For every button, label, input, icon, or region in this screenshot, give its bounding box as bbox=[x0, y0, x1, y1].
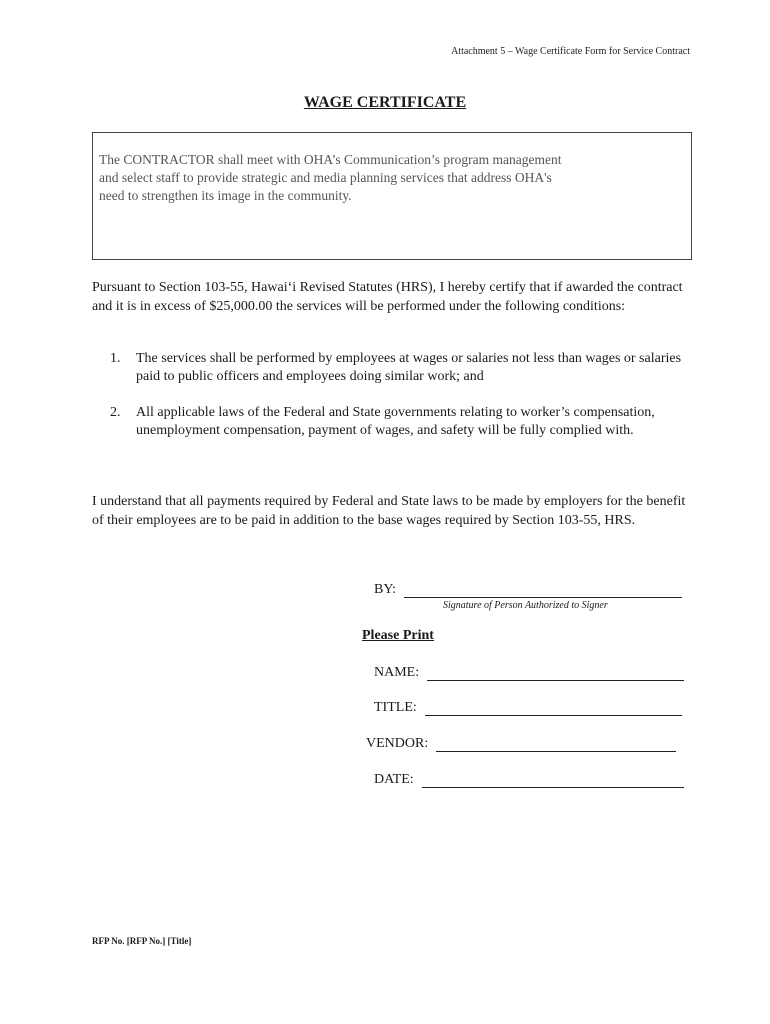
signature-line[interactable] bbox=[404, 583, 682, 598]
conditions-list bbox=[110, 350, 690, 458]
scope-box bbox=[92, 132, 692, 260]
scope-line-2: and select staff to provide strategic and media planning services that address OHA's bbox=[99, 170, 552, 185]
signature-caption: Signature of Person Authorized to Signer bbox=[443, 600, 608, 611]
scope-line-1: The CONTRACTOR shall meet with OHA’s Communication’s program management bbox=[99, 152, 562, 167]
condition-text: All applicable laws of the Federal and State governments relating to worker’s compensation, unemployment compensation, payment of wages, and safety will be fully complied with. bbox=[136, 405, 655, 438]
condition-number: 2. bbox=[110, 405, 121, 420]
title-label: TITLE: bbox=[374, 700, 417, 715]
date-row bbox=[374, 772, 684, 788]
please-print-heading: Please Print bbox=[362, 628, 434, 643]
title-row bbox=[374, 700, 682, 716]
document-title: WAGE CERTIFICATE bbox=[303, 94, 467, 111]
condition-text: The services shall be performed by employees at wages or salaries not less than wages or salaries paid to public officers and employees doing similar work; and bbox=[136, 351, 682, 384]
attachment-note: Attachment 5 – Wage Certificate Form for Service Contract bbox=[451, 46, 690, 57]
vendor-label: VENDOR: bbox=[366, 736, 429, 751]
name-field[interactable] bbox=[427, 666, 684, 681]
condition-item bbox=[110, 350, 690, 386]
condition-item bbox=[110, 404, 690, 440]
title-field[interactable] bbox=[425, 701, 682, 716]
scope-text[interactable] bbox=[99, 151, 639, 205]
by-row bbox=[374, 582, 682, 598]
intro-paragraph: Pursuant to Section 103-55, Hawai‘i Revised Statutes (HRS), I hereby certify that if awarded the contract and it is in excess of $25,000.00 the services will be performed under the following conditions: bbox=[92, 280, 683, 314]
rfp-footer: RFP No. [RFP No.] [Title] bbox=[92, 936, 192, 946]
understand-paragraph: I understand that all payments required by Federal and State laws to be made by employers for the benefit of their employees are to be paid in addition to the base wages required by Section 103-55, HRS. bbox=[92, 494, 686, 528]
date-field[interactable] bbox=[422, 773, 684, 788]
vendor-field[interactable] bbox=[436, 737, 676, 752]
vendor-row bbox=[366, 736, 676, 752]
name-row bbox=[374, 665, 684, 681]
condition-number: 1. bbox=[110, 351, 121, 366]
name-label: NAME: bbox=[374, 665, 420, 680]
scope-line-3: need to strengthen its image in the community. bbox=[99, 188, 352, 203]
by-label: BY: bbox=[374, 582, 397, 597]
date-label: DATE: bbox=[374, 772, 414, 787]
